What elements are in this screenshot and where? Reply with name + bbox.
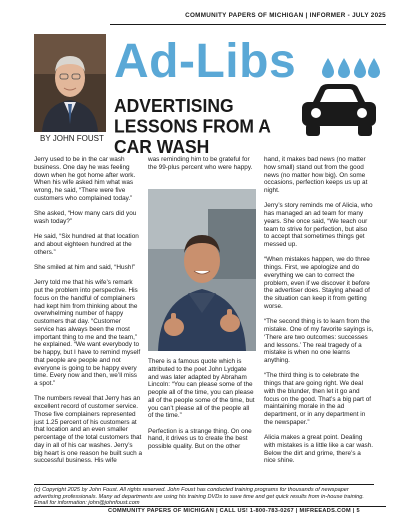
paragraph: “The third thing is to celebrate the things that are going right. We deal with the blunder, then let it go and focus on the good. That’s a big part of maintaining morale in the ad department, or in any department in the newspaper.” [264, 372, 372, 426]
note-divider [34, 484, 374, 485]
header-rule [110, 24, 386, 25]
paragraph: “When mistakes happen, we do three things. First, we apologize and do everything we can to correct the problem, even if we discover it before the advertiser does. Staying ahead of the situation can keep it from getting worse. [264, 256, 370, 310]
page-footer: COMMUNITY PAPERS OF MICHIGAN | CALL US! 1-800-783-0267 | MIFREEADS.COM | 5 [108, 508, 360, 514]
paragraph: Jerry used to be in the car wash business. One day he was feeling down when he got home after work. When his wife asked him what was wrong, he said, “There were five customers who complained today.” [34, 156, 136, 202]
car-icon [298, 82, 380, 138]
article-column-1 [34, 156, 142, 473]
paragraph: Jerry told me that his wife’s remark put the problem into perspective. His focus on the handful of complainers had kept him from thinking about the overwhelming number of happy customers that day. “Customer service has always been the most important thing to me and the team,” he explained. “We want everybody to be happy, but I have to remind myself that people are people and not everyone is going to be happy every time. Every now and then, we’ll miss a spot.” [34, 279, 141, 388]
paragraph: There is a famous quote which is attributed to the poet John Lydgate and was later adapted by Abraham Lincoln: “You can please some of the people all of the time, you can please all of the people some of the time, but you can’t please all of the people all of the time.” [148, 358, 255, 420]
footer-divider [34, 506, 386, 507]
paragraph: was reminding him to be grateful for the 99-plus percent who were happy. [148, 156, 253, 171]
paragraph: The numbers reveal that Jerry has an excellent record of customer service. Those five complainers represented just 1.25 percent of his customers at that location and an even smaller percentage of the total customers that day in all of his car washes. Jerry’s big heart is one reason he built such a successful business. His wife [34, 395, 143, 465]
author-photo [34, 34, 106, 132]
water-drops-icon [320, 56, 380, 80]
column-title: Ad-Libs [114, 35, 297, 88]
paragraph: She asked, “How many cars did you wash today?” [34, 210, 137, 225]
paragraph: hand, it makes bad news (no matter how small) stand out from the good news (no matter how big). On some occasions, perfection keeps us up at night. [264, 156, 368, 194]
paragraph: Perfection is a strange thing. On one hand, it drives us to create the best possible quality. But on the other [148, 427, 252, 451]
article-photo [148, 189, 256, 351]
paragraph: “The second thing is to learn from the mistake. One of my favorite sayings is, ‘There are two outcomes: successes and lessons.’ The real tragedy of a mistake is when no one learns anything. [264, 318, 374, 365]
paragraph: She smiled at him and said, “Hush!” [34, 264, 136, 272]
article-column-2-top [148, 156, 256, 179]
copyright-note: (c) Copyright 2025 by John Foust. All rights reserved. John Foust has conducted training programs for thousands of newspaper advertising professionals. Many ad departments are using his training DVDs to save time and get quick results from in-house training. Email for information: john@johnfoust.com [34, 487, 364, 507]
byline: BY JOHN FOUST [40, 134, 104, 143]
paragraph: He said, “Six hundred at that location and about eighteen hundred at the others.” [34, 233, 139, 256]
paragraph: Alicia makes a great point. Dealing with mistakes is a little like a car wash. Below the dirt and grime, there’s a nice shine. [264, 434, 374, 465]
article-column-2-bottom [148, 358, 256, 458]
article-column-3 [264, 156, 374, 473]
paragraph: Jerry’s story reminds me of Alicia, who has managed an ad team for many years. She once said, “We teach our team to strive for perfection, but also to accept that sometimes things get messed up. [264, 202, 373, 249]
running-header: COMMUNITY PAPERS OF MICHIGAN | INFORMER - JULY 2025 [185, 12, 386, 19]
article-headline: ADVERTISING LESSONS FROM A CAR WASH [114, 94, 271, 158]
